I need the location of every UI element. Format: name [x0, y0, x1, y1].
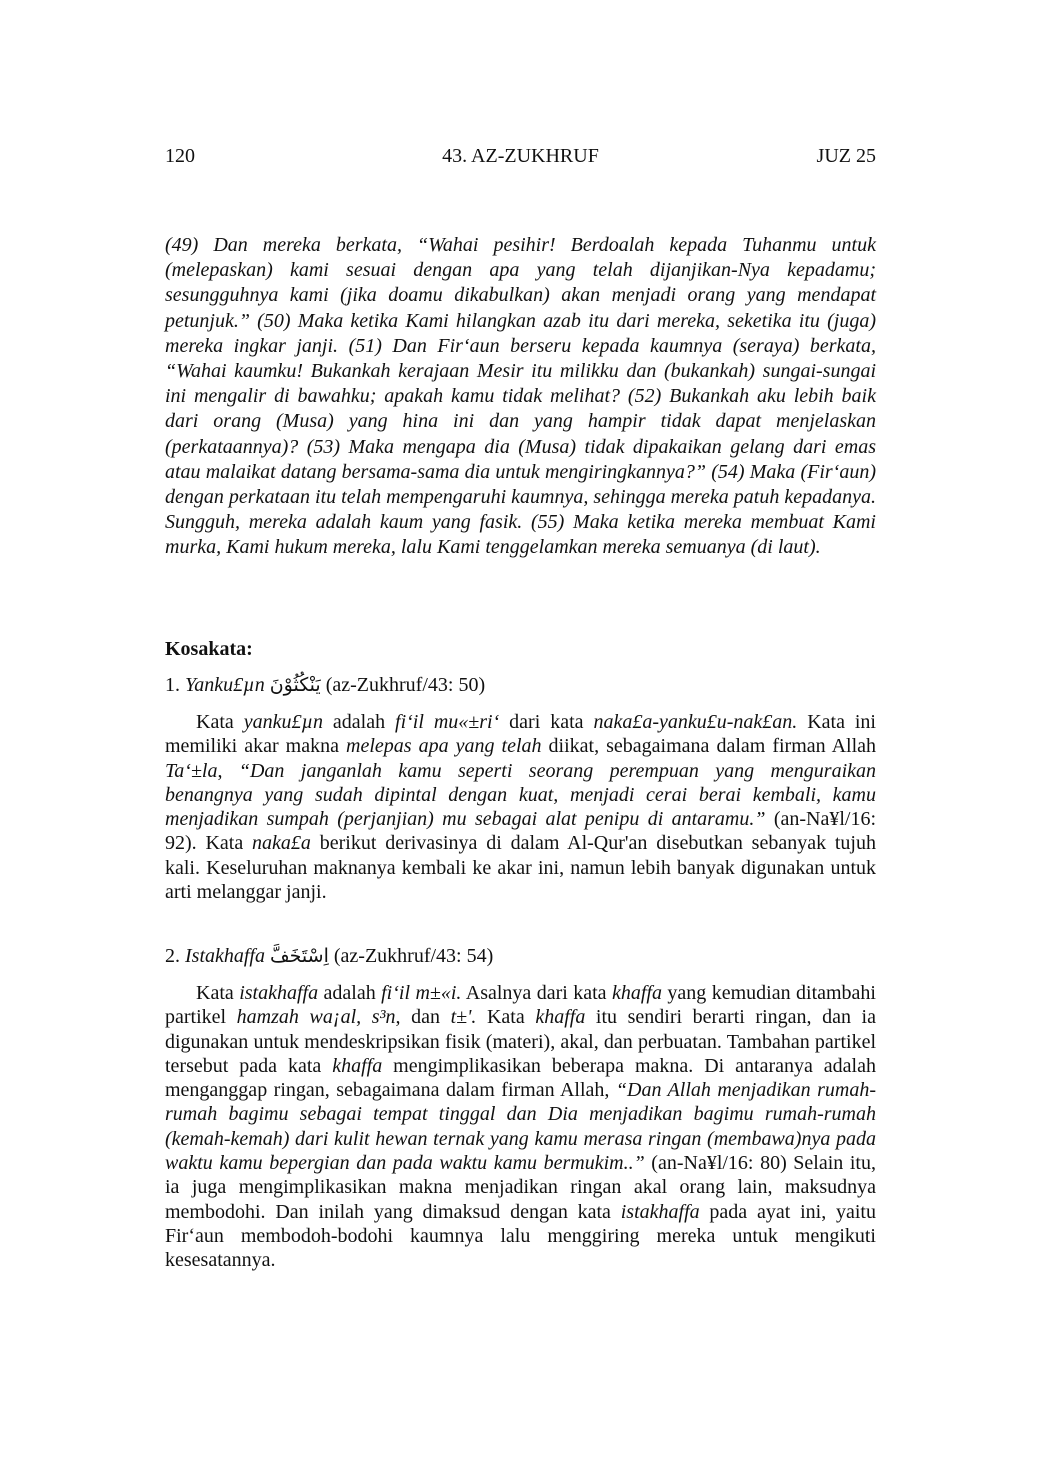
vocab-entry-title	[165, 674, 485, 697]
page-number: 120	[165, 145, 195, 167]
entry-arabic: يَنْكُثُوْنَ	[269, 674, 321, 696]
vocab-entry-body: Kata yanku£µn adalah fi‘il mu«±ri‘ dari kata naka£a-yanku£u-nak£an. Kata ini memiliki akar makna melepas apa yang telah diikat, sebagaimana dalam firman Allah Ta‘±la, “Dan janganlah kamu seperti seorang perempuan yang menguraikan benangnya yang sudah dipintal dengan kuat, menjadi cerai berai kembali, kamu menjadikan sumpah (perjanjian) mu sebagai alat penipu di antaramu.” (an-Na¥l/16: 92). Kata naka£a berikut derivasinya di dalam Al-Qur'an disebutkan sebanyak tujuh kali. Keseluruhan maknanya kembali ke akar ini, namun lebih banyak digunakan untuk arti melanggar janji.	[165, 711, 877, 904]
entry-term: Yanku£µn	[185, 674, 265, 696]
entry-reference: (az-Zukhruf/43: 54)	[333, 945, 494, 967]
vocab-entry-body: Kata istakhaffa adalah fi‘il m±«i. Asalnya dari kata khaffa yang kemudian ditambahi partikel hamzah wa¡al, s³n, dan t±'. Kata khaffa itu sendiri berarti ringan, dan ia digunakan untuk mendeskripsikan fisik (materi), akal, dan perbuatan. Tambahan partikel tersebut pada kata khaffa mengimplikasikan beberapa makna. Di antaranya adalah menganggap ringan, sebagaimana dalam firman Allah, “Dan Allah menjadikan rumah-rumah bagimu sebagai tempat tinggal dan Dia menjadikan bagimu rumah-rumah (kemah-kemah) dari kulit hewan ternak yang kamu merasa ringan (membawa)nya pada waktu kamu bepergian dan pada waktu kamu bermukim..” (an-Na¥l/16: 80) Selain itu, ia juga mengimplikasikan makna menjadikan ringan akal orang lain, maksudnya membodohi. Dan inilah yang dimaksud dengan kata istakhaffa pada ayat ini, yaitu Fir‘aun membodoh-bodohi kaumnya lalu menggiring mereka untuk mengikuti kesesatannya.	[165, 982, 877, 1272]
running-header	[165, 145, 876, 173]
vocabulary-heading: Kosakata:	[165, 638, 253, 660]
vocab-entry-title	[165, 945, 493, 968]
entry-arabic: اِسْتَخَفَّ	[270, 945, 329, 967]
entry-term: Istakhaffa	[185, 945, 265, 967]
entry-number: 1.	[165, 674, 180, 696]
verse-translation: (49) Dan mereka berkata, “Wahai pesihir! Berdoalah kepada Tuhanmu untuk (melepaskan) kami sesuai dengan apa yang telah dijanjikan-Nya kepadamu; sesungguhnya kami (jika doamu dikabulkan) akan menjadi orang yang mendapat petunjuk.” (50) Maka ketika Kami hilangkan azab itu dari mereka, seketika itu (juga) mereka ingkar janji. (51) Dan Fir‘aun berseru kepada kaumnya (seraya) berkata, “Wahai kaumku! Bukankah kerajaan Mesir itu milikku dan (bukankah) sungai-sungai ini mengalir di bawahku; apakah kamu tidak melihat? (52) Bukankah aku lebih baik dari orang (Musa) yang hina ini dan yang hampir tidak dapat menjelaskan (perkataannya)? (53) Maka mengapa dia (Musa) tidak dipakaikan gelang dari emas atau malaikat datang bersama-sama dia untuk mengiringkannya?” (54) Maka (Fir‘aun) dengan perkataan itu telah mempengaruhi kaumnya, sehingga mereka patuh kepadanya. Sungguh, mereka adalah kaum yang fasik. (55) Maka ketika mereka membuat Kami murka, Kami hukum mereka, lalu Kami tenggelamkan mereka semuanya (di laut).	[165, 234, 876, 559]
entry-reference: (az-Zukhruf/43: 50)	[325, 674, 486, 696]
juz-label: JUZ 25	[816, 145, 876, 167]
entry-number: 2.	[165, 945, 180, 967]
chapter-title: 43. AZ-ZUKHRUF	[442, 145, 599, 167]
